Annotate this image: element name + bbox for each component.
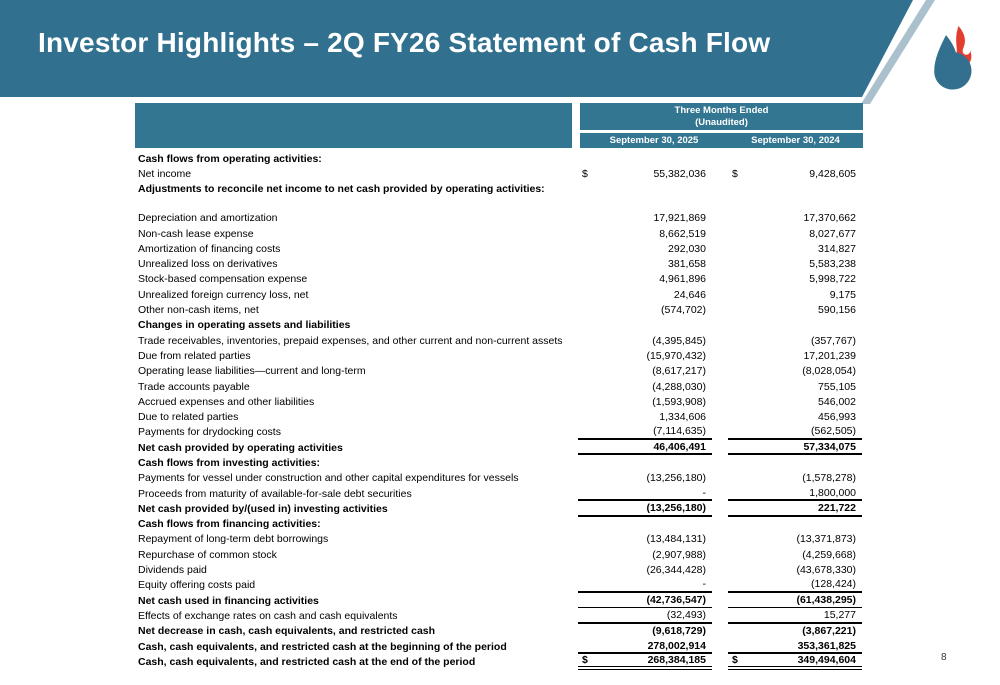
table-row xyxy=(135,226,865,241)
table-row xyxy=(135,409,865,424)
amount: (42,736,547) xyxy=(646,594,706,607)
amount: 292,030 xyxy=(668,242,706,255)
table-row xyxy=(135,639,865,654)
value-2024 xyxy=(728,348,862,363)
value-2024 xyxy=(728,394,862,409)
row-label: Proceeds from maturity of available-for-sale debt securities xyxy=(138,487,412,500)
row-label: Repayment of long-term debt borrowings xyxy=(138,533,329,546)
row-label: Repurchase of common stock xyxy=(138,548,277,561)
row-label: Cash, cash equivalents, and restricted cash at the beginning of the period xyxy=(138,640,507,653)
table-row xyxy=(135,608,865,623)
value-2025 xyxy=(578,639,712,654)
table-header-spacer xyxy=(135,103,572,148)
value-2025 xyxy=(578,364,712,379)
value-2024 xyxy=(728,486,862,501)
row-label: Cash, cash equivalents, and restricted cash at the end of the period xyxy=(138,656,476,669)
dollar-sign: $ xyxy=(582,654,588,667)
row-label: Adjustments to reconcile net income to net cash provided by operating activities: xyxy=(138,182,545,195)
row-label: Unrealized foreign currency loss, net xyxy=(138,288,309,301)
table-row xyxy=(135,287,865,302)
value-2024 xyxy=(728,409,862,424)
table-row xyxy=(135,486,865,501)
amount: 755,105 xyxy=(818,380,856,393)
amount: (9,618,729) xyxy=(652,625,706,638)
row-label: Payments for drydocking costs xyxy=(138,426,281,439)
value-2025 xyxy=(578,425,712,440)
column-header-2025: September 30, 2025 xyxy=(609,135,699,146)
row-label: Net cash used in financing activities xyxy=(138,594,319,607)
table-row xyxy=(135,624,865,639)
row-label: Other non-cash items, net xyxy=(138,304,259,317)
column-header-2024: September 30, 2024 xyxy=(751,135,840,146)
value-2025 xyxy=(578,348,712,363)
table-row xyxy=(135,440,865,455)
row-label: Trade accounts payable xyxy=(138,380,250,393)
table-row xyxy=(135,501,865,516)
row-label: Dividends paid xyxy=(138,564,207,577)
row-label: Effects of exchange rates on cash and cash equivalents xyxy=(138,609,398,622)
amount: 17,201,239 xyxy=(803,349,856,362)
amount: (13,256,180) xyxy=(646,501,706,514)
value-2024 xyxy=(728,256,862,271)
period-title: Three Months Ended xyxy=(674,104,769,116)
page-title: Investor Highlights – 2Q FY26 Statement of Cash Flow xyxy=(38,27,771,58)
amount: (1,593,908) xyxy=(652,395,706,408)
value-2025 xyxy=(578,166,712,181)
table-row xyxy=(135,593,865,608)
amount: (4,259,668) xyxy=(802,548,856,561)
amount: (8,028,054) xyxy=(802,365,856,378)
value-2025 xyxy=(578,241,712,256)
amount: 349,494,604 xyxy=(797,654,856,667)
row-label: Amortization of financing costs xyxy=(138,242,281,255)
amount: 268,384,185 xyxy=(647,654,706,667)
row-label: Net cash provided by operating activities xyxy=(138,441,343,454)
amount: (8,617,217) xyxy=(652,365,706,378)
page-number: 8 xyxy=(941,652,947,663)
amount: (43,678,330) xyxy=(796,564,856,577)
row-label: Cash flows from financing activities: xyxy=(138,518,321,531)
amount: 221,722 xyxy=(818,501,856,514)
amount: 9,428,605 xyxy=(809,167,856,180)
value-2024 xyxy=(728,226,862,241)
row-label: Net decrease in cash, cash equivalents, and restricted cash xyxy=(138,625,436,638)
amount: (32,493) xyxy=(666,608,706,621)
table-row xyxy=(135,654,865,670)
section-header-row xyxy=(135,517,865,532)
amount: 546,002 xyxy=(818,395,856,408)
amount: 46,406,491 xyxy=(653,440,706,453)
value-2025 xyxy=(578,272,712,287)
table-row xyxy=(135,256,865,271)
row-label: Due from related parties xyxy=(138,349,251,362)
table-row xyxy=(135,394,865,409)
value-2025 xyxy=(578,532,712,547)
amount: (574,702) xyxy=(661,304,706,317)
amount: 1,334,606 xyxy=(659,411,706,424)
value-2024 xyxy=(728,333,862,348)
row-label: Net income xyxy=(138,167,192,180)
amount: (13,371,873) xyxy=(796,533,856,546)
value-2024 xyxy=(728,166,862,181)
row-label: Operating lease liabilities—current and long-term xyxy=(138,365,366,378)
value-2024 xyxy=(728,440,862,455)
value-2025 xyxy=(578,578,712,593)
amount: (4,395,845) xyxy=(652,334,706,347)
amount: 17,921,869 xyxy=(653,212,706,225)
company-logo xyxy=(930,26,982,94)
table-row xyxy=(135,578,865,593)
amount: 381,658 xyxy=(668,258,706,271)
dollar-sign: $ xyxy=(732,167,738,180)
table-row xyxy=(135,562,865,577)
section-header-row xyxy=(135,151,865,166)
amount: (562,505) xyxy=(811,425,856,438)
cashflow-table-body xyxy=(135,151,865,670)
value-2024 xyxy=(728,501,862,516)
amount: (357,767) xyxy=(811,334,856,347)
table-row xyxy=(135,348,865,363)
amount: (7,114,635) xyxy=(653,425,706,438)
value-2024 xyxy=(728,287,862,302)
amount: 17,370,662 xyxy=(803,212,856,225)
value-2025 xyxy=(578,394,712,409)
dollar-sign: $ xyxy=(732,654,738,667)
amount: 57,334,075 xyxy=(803,440,856,453)
value-2024 xyxy=(728,654,862,670)
value-2025 xyxy=(578,302,712,317)
value-2024 xyxy=(728,593,862,608)
section-header-row xyxy=(135,455,865,470)
value-2025 xyxy=(578,409,712,424)
row-label: Stock-based compensation expense xyxy=(138,273,308,286)
value-2025 xyxy=(578,256,712,271)
value-2024 xyxy=(728,379,862,394)
table-row xyxy=(135,241,865,256)
amount: 15,277 xyxy=(823,608,856,621)
amount: (128,424) xyxy=(811,578,856,591)
value-2024 xyxy=(728,364,862,379)
value-2025 xyxy=(578,624,712,639)
value-2024 xyxy=(728,578,862,593)
value-2024 xyxy=(728,547,862,562)
amount: - xyxy=(702,578,706,591)
value-2025 xyxy=(578,226,712,241)
section-header-row xyxy=(135,182,865,211)
table-row xyxy=(135,211,865,226)
table-row xyxy=(135,333,865,348)
value-2025 xyxy=(578,211,712,226)
amount: 314,827 xyxy=(818,242,856,255)
amount: (4,288,030) xyxy=(652,380,706,393)
table-row xyxy=(135,166,865,181)
amount: 8,662,519 xyxy=(659,227,706,240)
period-title-block xyxy=(580,103,863,130)
column-headers xyxy=(580,133,863,148)
row-label: Non-cash lease expense xyxy=(138,227,254,240)
value-2025 xyxy=(578,379,712,394)
value-2024 xyxy=(728,211,862,226)
amount: 1,800,000 xyxy=(809,486,856,499)
table-row xyxy=(135,379,865,394)
value-2025 xyxy=(578,654,712,670)
amount: 4,961,896 xyxy=(659,273,706,286)
value-2025 xyxy=(578,562,712,577)
amount: 353,361,825 xyxy=(797,639,856,652)
period-subtitle: (Unaudited) xyxy=(695,116,748,128)
amount: 456,993 xyxy=(818,411,856,424)
table-header-periods xyxy=(580,103,863,148)
amount: (61,438,295) xyxy=(796,594,856,607)
row-label: Unrealized loss on derivatives xyxy=(138,258,278,271)
value-2025 xyxy=(578,486,712,501)
amount: 55,382,036 xyxy=(653,167,706,180)
value-2024 xyxy=(728,272,862,287)
amount: (2,907,988) xyxy=(652,548,706,561)
value-2024 xyxy=(728,425,862,440)
amount: (3,867,221) xyxy=(802,625,856,638)
value-2024 xyxy=(728,471,862,486)
row-label: Depreciation and amortization xyxy=(138,212,278,225)
amount: (13,256,180) xyxy=(646,472,706,485)
value-2024 xyxy=(728,624,862,639)
amount: - xyxy=(702,486,706,499)
table-row xyxy=(135,532,865,547)
amount: 5,583,238 xyxy=(809,258,856,271)
table-row xyxy=(135,364,865,379)
table-row xyxy=(135,272,865,287)
value-2024 xyxy=(728,532,862,547)
value-2025 xyxy=(578,471,712,486)
value-2025 xyxy=(578,501,712,516)
amount: (26,344,428) xyxy=(646,564,706,577)
row-label: Cash flows from operating activities: xyxy=(138,152,322,165)
value-2025 xyxy=(578,440,712,455)
row-label: Changes in operating assets and liabilities xyxy=(138,319,351,332)
value-2024 xyxy=(728,639,862,654)
row-label: Due to related parties xyxy=(138,411,239,424)
amount: 278,002,914 xyxy=(647,639,706,652)
amount: 590,156 xyxy=(818,304,856,317)
table-row xyxy=(135,302,865,317)
value-2025 xyxy=(578,333,712,348)
row-label: Cash flows from investing activities: xyxy=(138,456,321,469)
value-2024 xyxy=(728,241,862,256)
value-2024 xyxy=(728,608,862,623)
table-row xyxy=(135,547,865,562)
amount: (1,578,278) xyxy=(802,472,856,485)
section-header-row xyxy=(135,318,865,333)
amount: (13,484,131) xyxy=(646,533,706,546)
value-2025 xyxy=(578,287,712,302)
row-label: Net cash provided by/(used in) investing activities xyxy=(138,502,388,515)
row-label: Payments for vessel under construction and other capital expenditures for vessels xyxy=(138,472,519,485)
row-label: Accrued expenses and other liabilities xyxy=(138,395,315,408)
droplet-icon xyxy=(934,35,971,90)
amount: 9,175 xyxy=(829,288,856,301)
value-2025 xyxy=(578,608,712,623)
value-2024 xyxy=(728,562,862,577)
amount: 5,998,722 xyxy=(809,273,856,286)
amount: 8,027,677 xyxy=(809,227,856,240)
dollar-sign: $ xyxy=(582,167,588,180)
value-2024 xyxy=(728,302,862,317)
row-label: Equity offering costs paid xyxy=(138,579,256,592)
value-2025 xyxy=(578,547,712,562)
amount: (15,970,432) xyxy=(646,349,706,362)
value-2025 xyxy=(578,593,712,608)
row-label: Trade receivables, inventories, prepaid expenses, and other current and non-current assets xyxy=(138,334,563,347)
amount: 24,646 xyxy=(673,288,706,301)
table-row xyxy=(135,425,865,440)
table-row xyxy=(135,471,865,486)
